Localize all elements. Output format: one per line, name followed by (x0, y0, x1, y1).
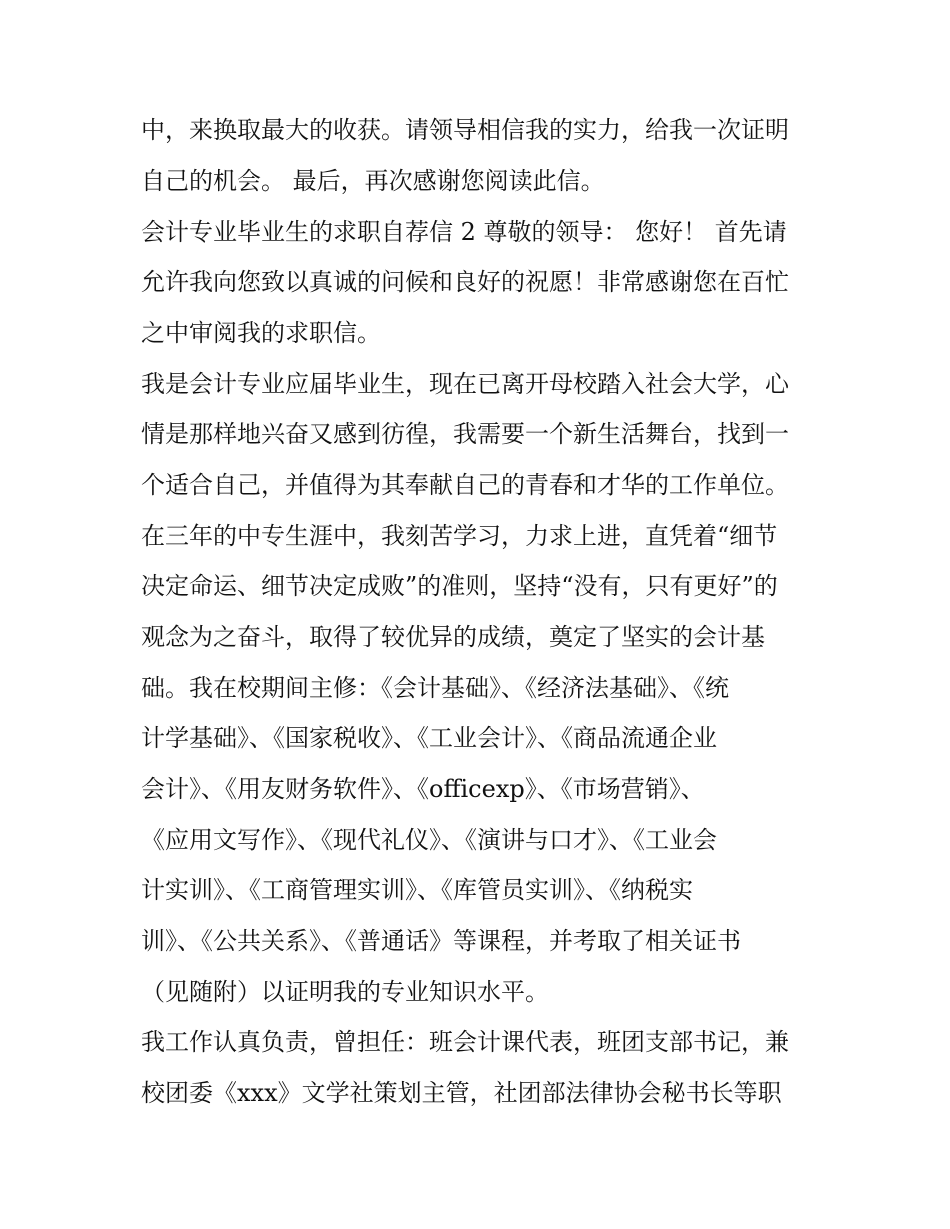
text-line: 决定命运、细节决定成败”的准则，坚持“没有，只有更好”的 (141, 572, 778, 600)
text-line: 情是那样地兴奋又感到彷徨，我需要一个新生活舞台，找到一 (141, 420, 789, 448)
text-line: 我工作认真负责，曾担任：班会计课代表，班团支部书记，兼 (141, 1028, 789, 1056)
text-line: 会计》、《用友财务软件》、《officexp》、《市场营销》、 (141, 775, 705, 803)
text-line: 校团委《xxx》文学社策划主管，社团部法律协会秘书长等职 (141, 1079, 782, 1107)
text-line: 础。我在校期间主修：《会计基础》、《经济法基础》、《统 (141, 674, 729, 702)
text-line: 我是会计专业应届毕业生，现在已离开母校踏入社会大学，心 (141, 370, 789, 398)
text-line: 之中审阅我的求职信。 (141, 319, 381, 347)
text-line: 计学基础》、《国家税收》、《工业会计》、《商品流通企业 (141, 724, 717, 752)
text-line: 训》、《公共关系》、《普通话》等课程，并考取了相关证书 (141, 927, 741, 955)
text-line: 个适合自己，并值得为其奉献自己的青春和才华的工作单位。 (141, 471, 789, 499)
text-line: 《应用文写作》、《现代礼仪》、《演讲与口才》、《工业会 (141, 826, 717, 854)
text-line: 观念为之奋斗，取得了较优异的成绩，奠定了坚实的会计基 (141, 623, 765, 651)
text-line: 中，来换取最大的收获。请领导相信我的实力，给我一次证明 (141, 116, 789, 144)
text-line: 计实训》、《工商管理实训》、《库管员实训》、《纳税实 (141, 876, 693, 904)
text-line: 允许我向您致以真诚的问候和良好的祝愿！非常感谢您在百忙 (141, 268, 789, 296)
text-line: 会计专业毕业生的求职自荐信 2 尊敬的领导： 您好！ 首先请 (141, 218, 787, 246)
text-line: （见随附）以证明我的专业知识水平。 (141, 978, 549, 1006)
text-line: 在三年的中专生涯中，我刻苦学习，力求上进，直凭着“细节 (141, 522, 778, 550)
text-line: 自己的机会。 最后，再次感谢您阅读此信。 (141, 167, 605, 195)
